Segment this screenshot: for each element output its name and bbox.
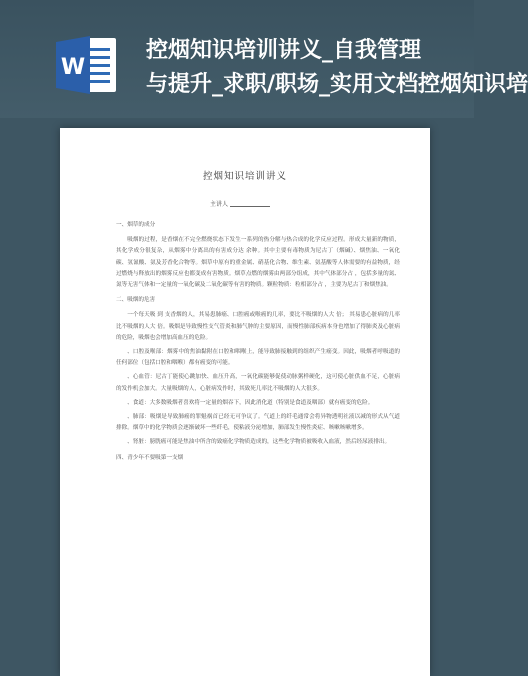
document-title: 控烟知识培训讲义 [202,171,287,182]
paragraph: 、食道：大多数吸烟者喜欢将一定量的烟吞下，因此消化道（特别是食道及咽部）就有癌变的危险。 [127,399,374,406]
banner-title [146,34,528,102]
paragraph: 、肾脏：膀胱癌可能是焦油中所含的致癌化学物质造成的，这些化学物质被吸收入血液，然后经尿液排出。 [127,439,391,446]
section-heading-1: 一、烟草的成分 [116,222,156,228]
banner-title-line-1: 控烟知识培训讲义_自我管理 [146,38,422,63]
header-banner [0,0,528,118]
banner-title-line-2: 与提升_求职/职场_实用文档控烟知识培 [146,72,528,97]
section-heading-4: 四、青少年不要吸第一支烟 [116,454,184,461]
svg-text:W: W [60,55,86,80]
paragraph: 一个每天吸 到 支香烟的人，其易患肺癌、口腔癌或喉癌的几率，要比不吸烟的人大 倍； 其易患心脏病的几率比不吸烟的人大 倍。吸烟是导致慢性支气管炎和肺气肿的主要原因，而慢性肺部疾病本身也增加了得肺炎及心脏病的危险，吸烟也会增加高血压的危险。 [116,312,400,341]
word-document-icon [56,32,120,98]
document-page [60,128,430,676]
paragraph: 、心血管：尼古丁能使心跳加快、血压升高，一氧化碳能够促使动脉粥样硬化，这可使心脏供血不足，心脏病的发作机会加大。大量吸烟的人，心脏病发作时，其致死几率比不吸烟的人大很多。 [116,374,400,392]
speaker-blank-line [230,206,270,207]
paragraph: 、肺部：吸烟是导致肺癌的罪魁祸首已经无可争议了。气道上的纤毛通常会将异物透明社液以减的形式从气道排除。烟草中的化学物质会逐渐破坏一些纤毛，使粘液分泌增加，肺部发生慢性炎症、咳嗽咳嗽增多。 [116,414,400,432]
section-heading-2: 二、吸烟的危害 [116,297,156,304]
paragraph: 、口腔及喉部：烟雾中的焦油黏附在口腔和咽喉上，能导致肺接触到的组织产生癌变。因此，吸烟者呼吸道的任何部位（包括口腔和咽喉）都有癌变的可能。 [116,349,400,367]
speaker-field [210,199,270,208]
speaker-label: 主讲人 [210,201,229,208]
document-body [116,216,400,468]
paragraph: 吸烟的过程，是香烟在不完全燃烧状态下发生一系列的热分解与热合成的化学反应过程。形成大量新的物质，其化学成分很复杂，从烟雾中分离出的有害成分达 余种。其中主要有毒物质为尼古丁（烟碱）、烟焦油、一氧化碳、氢氰酸、氨及芳香化合物等。烟草中原有的重金属、硝基化合物、维生素、氨基酸等人体需要的有益物质，经过燃烧与释放出的烟雾反应也都变成有害物质。烟草点燃的烟雾由两部分组成，其中气体部分占 ，包括多量的氮、氮等无害气体和一定量的一氧化碳及二氧化碳等有害的物质。颗粒物质：粒相部分占 ，主要为尼古丁和烟焦油。 [116,237,400,289]
